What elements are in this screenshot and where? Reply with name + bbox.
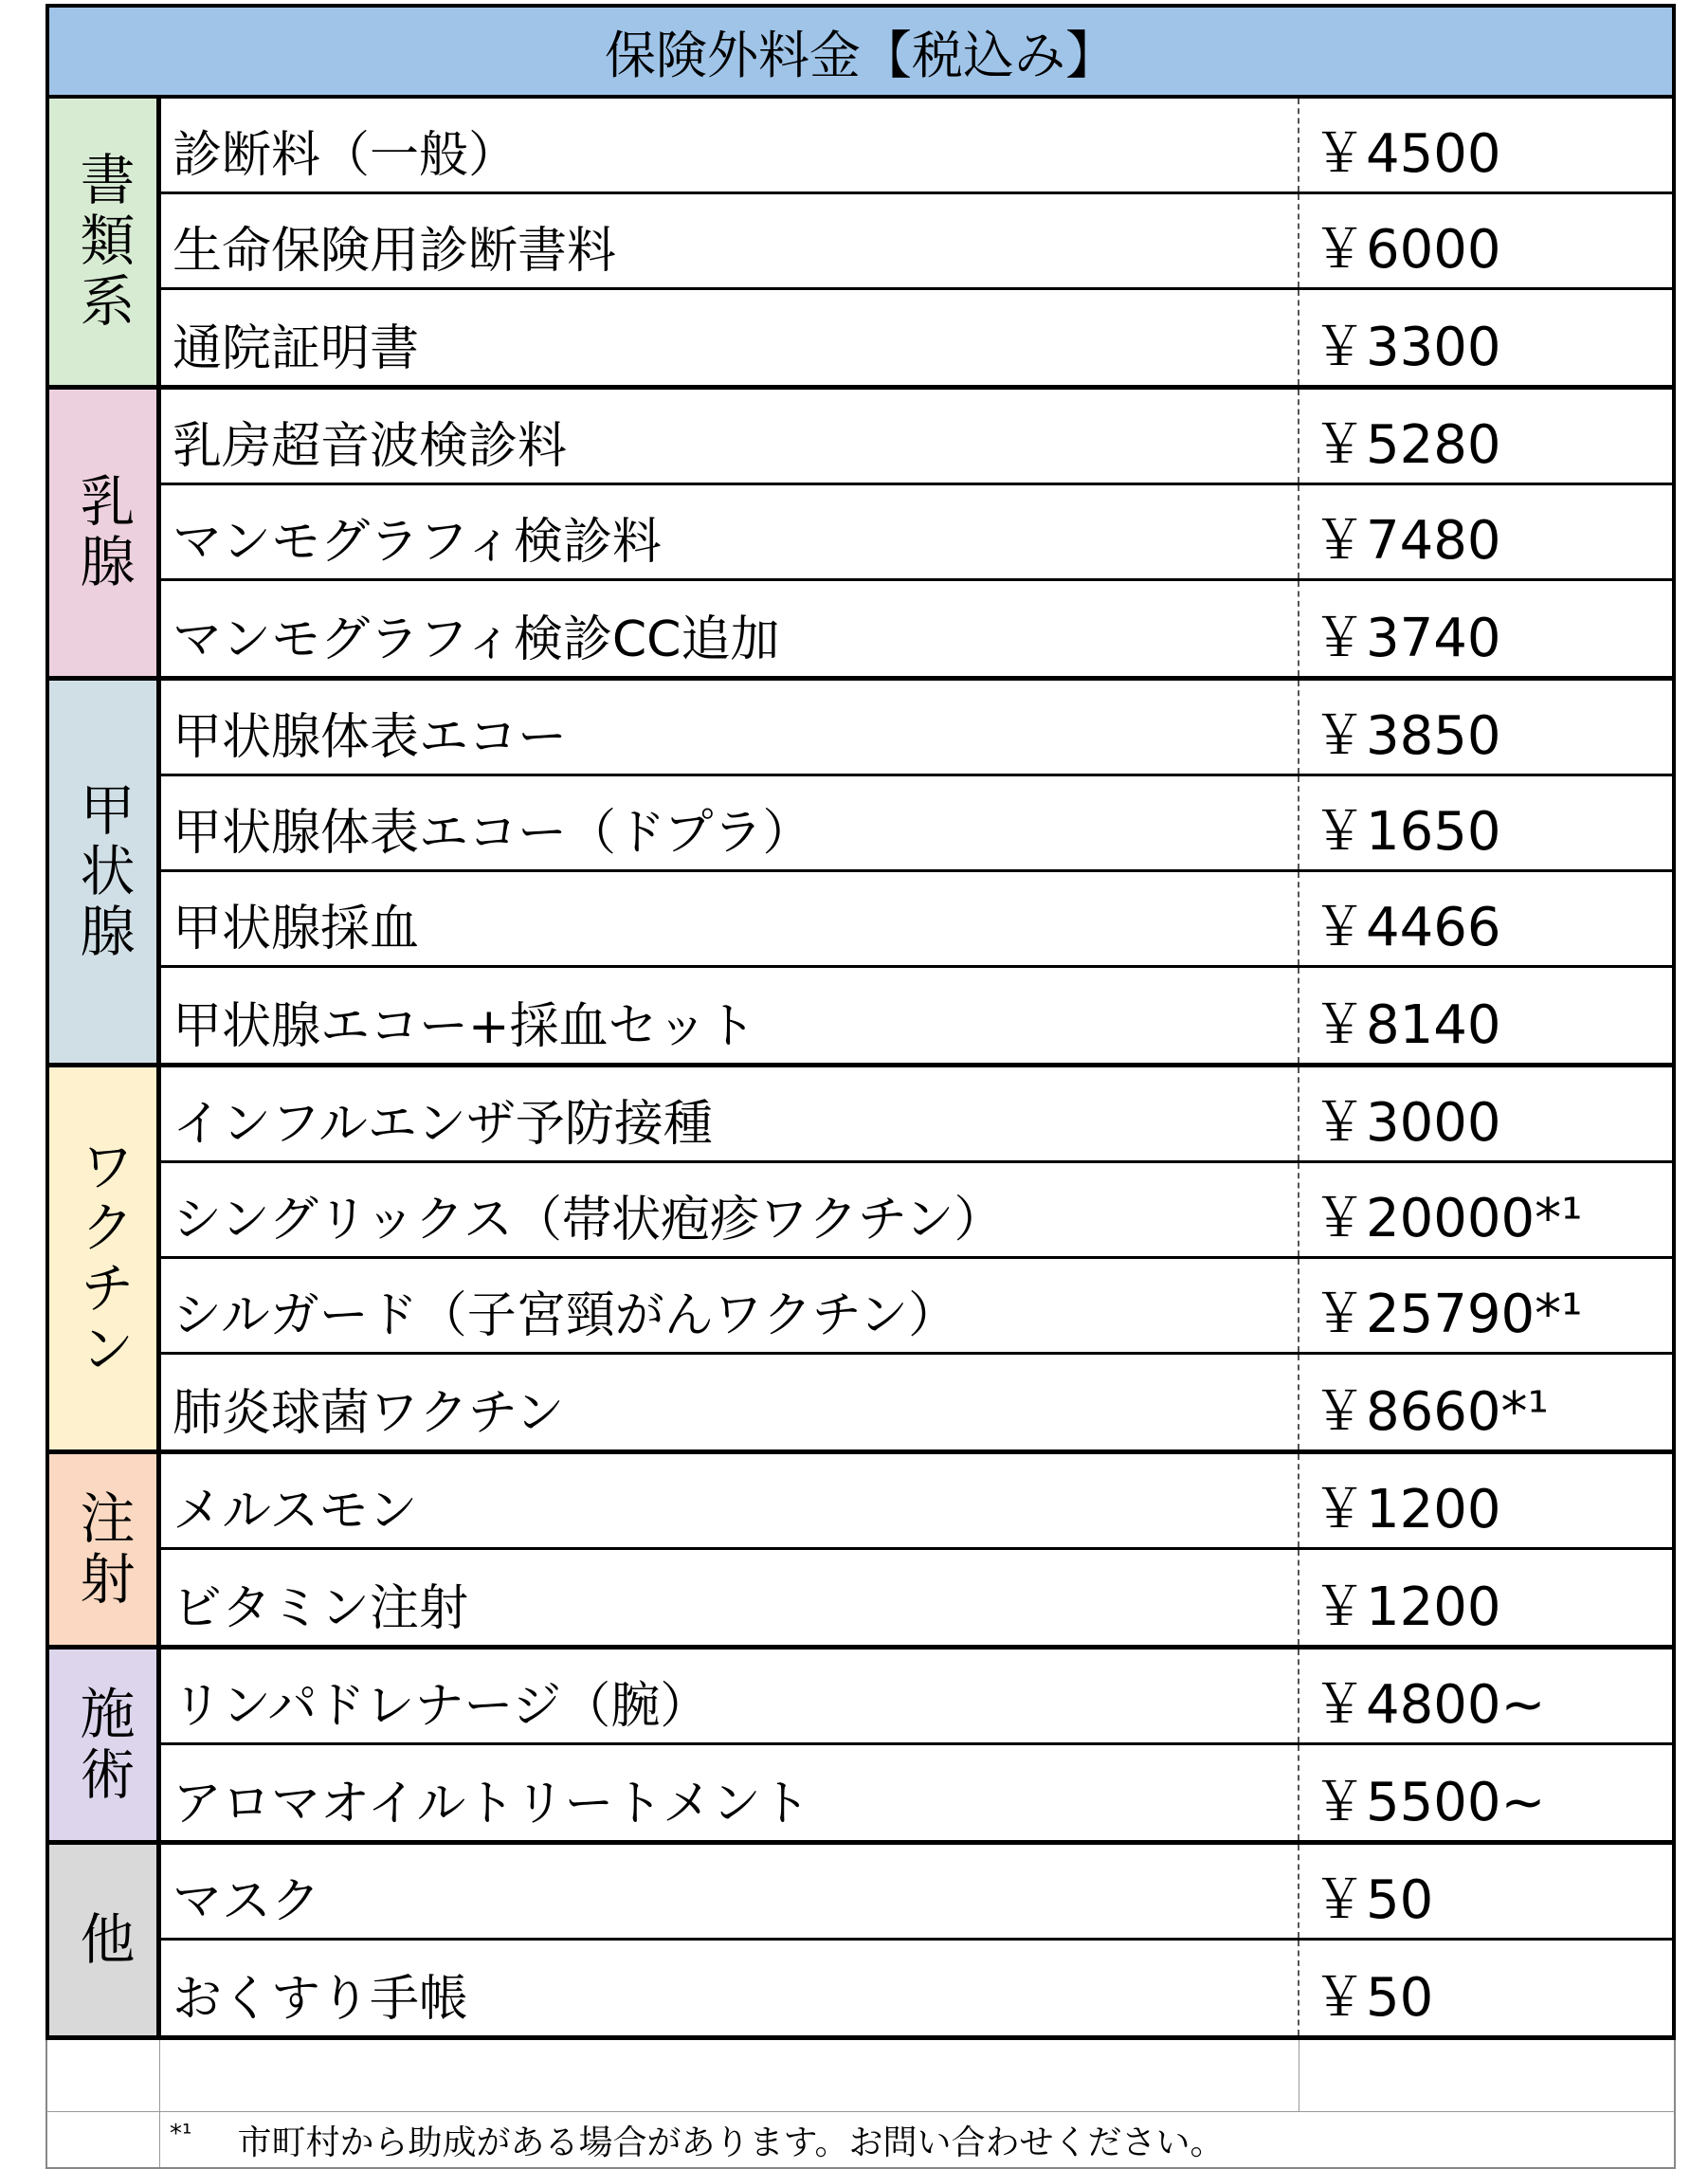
item-price: ￥25790*¹ — [1298, 1259, 1672, 1352]
item-price: ￥8140 — [1298, 968, 1672, 1063]
category-cell — [49, 681, 161, 1063]
item-price: ￥5500~ — [1298, 1745, 1672, 1840]
item-price: ￥3740 — [1298, 581, 1672, 676]
item-rows — [161, 390, 1672, 676]
item-price: ￥8660*¹ — [1298, 1355, 1672, 1449]
item-name: マンモグラフィ検診CC追加 — [173, 611, 780, 668]
item-name: マスク — [173, 1873, 321, 1930]
category-group — [45, 1650, 1676, 1845]
footnote-row — [45, 2112, 1676, 2169]
item-price: ￥4800~ — [1298, 1650, 1672, 1742]
footnote-mark: *¹ — [170, 2120, 192, 2148]
table-row — [161, 194, 1672, 290]
item-name: 生命保険用診断書料 — [173, 223, 617, 280]
category-cell — [49, 1067, 161, 1449]
item-price: ￥3000 — [1298, 1067, 1672, 1160]
table-row — [161, 1259, 1672, 1355]
table-row — [161, 290, 1672, 385]
category-label: 乳腺 — [70, 472, 136, 593]
item-price: ￥3300 — [1298, 290, 1672, 385]
category-group — [45, 681, 1676, 1067]
item-name: おくすり手帳 — [173, 1971, 469, 2028]
category-label: 甲状腺 — [70, 780, 136, 963]
item-name: アロマオイルトリートメント — [173, 1776, 810, 1832]
footnote — [160, 2112, 1225, 2167]
item-price: ￥1200 — [1298, 1454, 1672, 1547]
category-label: 注射 — [70, 1488, 136, 1611]
item-name: 甲状腺体表エコー — [173, 709, 568, 766]
item-rows — [161, 681, 1672, 1063]
table-row — [161, 485, 1672, 581]
item-name: 甲状腺体表エコー（ドプラ） — [173, 805, 812, 862]
table-row — [161, 1355, 1672, 1449]
table-title: 保険外料金【税込み】 — [45, 4, 1676, 99]
table-row — [161, 1163, 1672, 1259]
table-row — [161, 99, 1672, 194]
table-row — [161, 776, 1672, 872]
category-group — [45, 1454, 1676, 1650]
category-label: 他 — [70, 1909, 136, 1971]
item-name: 通院証明書 — [173, 320, 420, 377]
table-row — [161, 1845, 1672, 1941]
item-name: 甲状腺採血 — [173, 901, 420, 957]
category-group — [45, 99, 1676, 390]
category-groups — [45, 99, 1676, 2040]
category-cell — [49, 390, 161, 676]
table-row — [161, 681, 1672, 776]
item-rows — [161, 1454, 1672, 1645]
table-row — [161, 968, 1672, 1063]
price-table — [45, 4, 1676, 2169]
item-price: ￥20000*¹ — [1298, 1163, 1672, 1256]
category-label: 書類系 — [70, 151, 136, 333]
table-row — [161, 1067, 1672, 1163]
item-name: 甲状腺エコー+採血セット — [173, 998, 756, 1055]
table-row — [161, 581, 1672, 676]
table-row — [161, 1550, 1672, 1645]
item-rows — [161, 99, 1672, 385]
item-name: シルガード（子宮頸がんワクチン） — [173, 1287, 958, 1344]
table-row — [161, 872, 1672, 968]
item-price: ￥7480 — [1298, 485, 1672, 578]
table-row — [161, 1941, 1672, 2035]
item-name: マンモグラフィ検診料 — [173, 514, 662, 571]
category-cell — [49, 99, 161, 385]
category-group — [45, 1067, 1676, 1454]
table-row — [161, 390, 1672, 485]
item-name: 肺炎球菌ワクチン — [173, 1385, 565, 1442]
category-group — [45, 1845, 1676, 2040]
item-name: 診断料（一般） — [173, 127, 518, 184]
category-label: ワクチン — [70, 1137, 136, 1380]
category-cell — [49, 1845, 161, 2035]
item-name: リンパドレナージ（腕） — [173, 1678, 710, 1735]
item-rows — [161, 1845, 1672, 2035]
item-name: インフルエンザ予防接種 — [173, 1096, 713, 1153]
item-price: ￥1650 — [1298, 776, 1672, 869]
item-price: ￥50 — [1298, 1845, 1672, 1938]
item-price: ￥50 — [1298, 1941, 1672, 2035]
item-price: ￥3850 — [1298, 681, 1672, 774]
footnote-text: 市町村から助成がある場合があります。お問い合わせください。 — [237, 2123, 1225, 2162]
item-price: ￥4466 — [1298, 872, 1672, 965]
item-name: 乳房超音波検診料 — [173, 418, 568, 475]
item-price: ￥4500 — [1298, 99, 1672, 191]
item-price: ￥6000 — [1298, 194, 1672, 287]
category-cell — [49, 1650, 161, 1840]
category-label: 施術 — [70, 1684, 136, 1806]
table-row — [161, 1650, 1672, 1745]
table-row — [161, 1454, 1672, 1550]
item-name: シングリックス（帯状疱疹ワクチン） — [173, 1192, 1004, 1249]
item-name: メルスモン — [173, 1483, 418, 1540]
table-row — [161, 1745, 1672, 1840]
blank-row — [45, 2040, 1676, 2112]
item-name: ビタミン注射 — [173, 1580, 469, 1637]
item-rows — [161, 1067, 1672, 1449]
category-group — [45, 390, 1676, 681]
item-price: ￥1200 — [1298, 1550, 1672, 1645]
item-price: ￥5280 — [1298, 390, 1672, 483]
category-cell — [49, 1454, 161, 1645]
item-rows — [161, 1650, 1672, 1840]
